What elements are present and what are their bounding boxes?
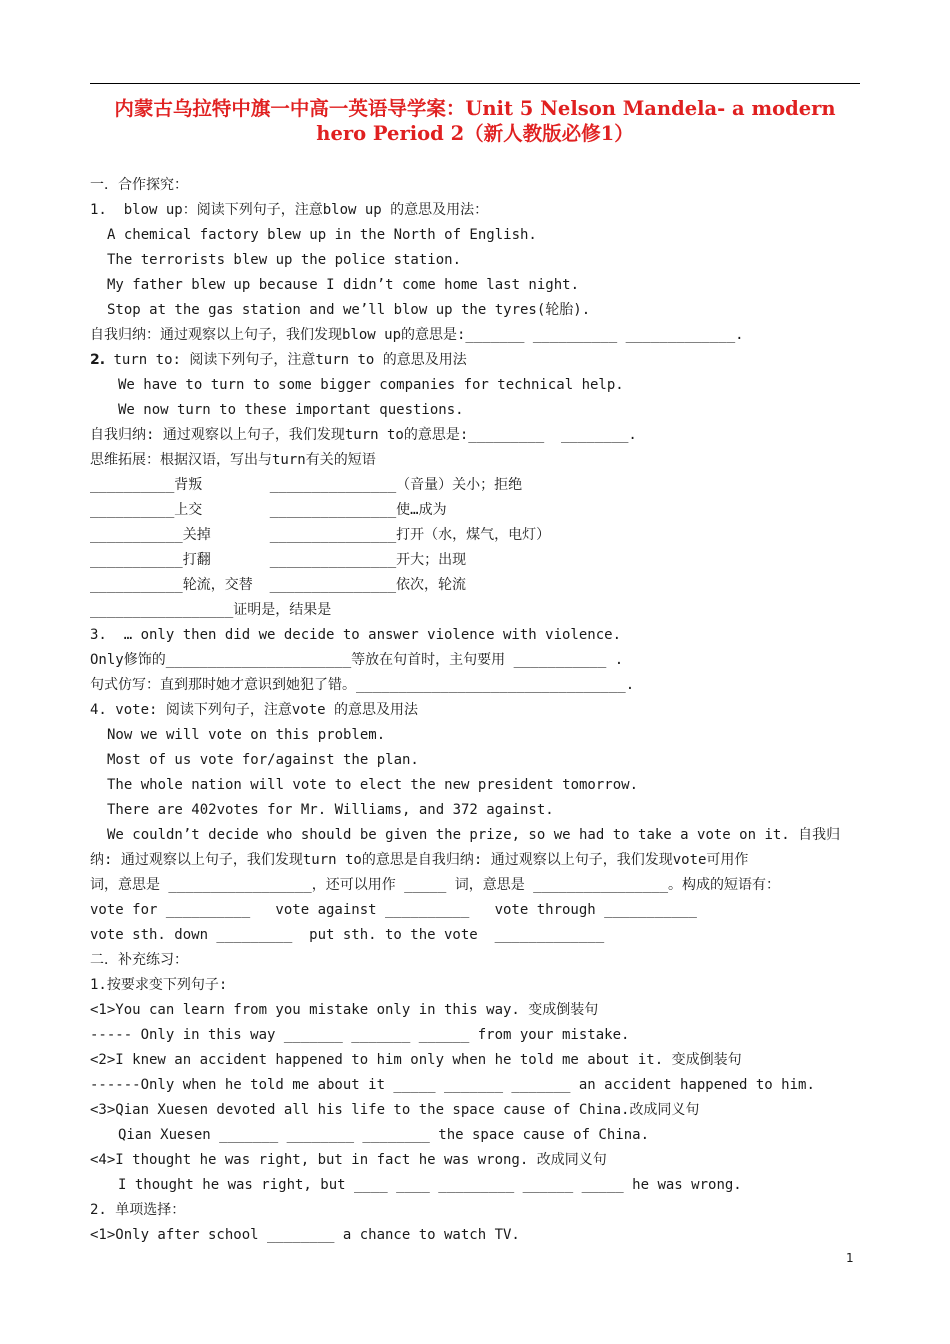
exercise-question: <2>I knew an accident happened to him only when he told me about it. 变成倒装句: [90, 1052, 742, 1068]
header-rule: [90, 83, 860, 84]
example-sentence: We couldn’t decide who should be given the prize, so we had to take a vote on it. 自我归: [107, 827, 841, 843]
phrase-row: _________________证明是，结果是: [90, 602, 332, 618]
extension-heading: 思维拓展：根据汉语，写出与turn有关的短语: [90, 452, 376, 468]
example-sentence: My father blew up because I didn’t come home last night.: [107, 277, 580, 293]
exercise-1-heading: 1.按要求变下列句子:: [90, 977, 228, 993]
example-sentence: A chemical factory blew up in the North of English.: [107, 227, 537, 243]
example-sentence: There are 402votes for Mr. Williams, and 372 against.: [107, 802, 554, 818]
item-3-heading: 3. … only then did we decide to answer violence with violence.: [90, 627, 622, 643]
exercise-2-heading: 2. 单项选择：: [90, 1202, 186, 1218]
imitation-line: 句式仿写：直到那时她才意识到她犯了错。________________________________.: [90, 677, 635, 693]
summary-line: 自我归纳：通过观察以上句子，我们发现blow up的意思是:_______ __________ _____________.: [90, 327, 744, 343]
page-number: 1: [846, 1251, 854, 1265]
phrase-row: ___________打翻 _______________开大；出现: [90, 552, 467, 568]
exercise-answer: ----- Only in this way _______ _______ ______ from your mistake.: [90, 1027, 630, 1043]
example-sentence: Now we will vote on this problem.: [107, 727, 386, 743]
exercise-question: <1>You can learn from you mistake only in this way. 变成倒装句: [90, 1002, 599, 1018]
example-sentence: The whole nation will vote to elect the new president tomorrow.: [107, 777, 639, 793]
phrase-row: __________背叛 _______________（音量）关小；拒绝: [90, 477, 523, 493]
phrase-row: ___________轮流，交替 _______________依次，轮流: [90, 577, 467, 593]
section-1-heading: 一．合作探究：: [90, 177, 188, 193]
title-line-1: 内蒙古乌拉特中旗一中高一英语导学案：Unit 5 Nelson Mandela- a modern: [114, 97, 836, 120]
exercise-answer: ------Only when he told me about it _____ _______ _______ an accident happened to him.: [90, 1077, 815, 1093]
exercise-answer: Qian Xuesen _______ ________ ________ the space cause of China.: [118, 1127, 650, 1143]
item-4-heading: 4. vote: 阅读下列句子，注意vote 的意思及用法: [90, 702, 419, 718]
phrase-row: vote sth. down _________ put sth. to the vote _____________: [90, 927, 605, 943]
example-sentence: Stop at the gas station and we’ll blow up the tyres(轮胎).: [107, 302, 591, 318]
summary-line: 自我归纳: 通过观察以上句子，我们发现turn to的意思是:_________ ________.: [90, 427, 637, 443]
summary-line: 词，意思是 _________________，还可以用作 _____ 词，意思是 ________________。构成的短语有：: [90, 877, 781, 893]
item-2-text: turn to: 阅读下列句子，注意turn to 的意思及用法: [105, 352, 467, 368]
item-2-heading: [90, 351, 467, 369]
example-sentence: We have to turn to some bigger companies for technical help.: [118, 377, 624, 393]
example-sentence: The terrorists blew up the police station.: [107, 252, 462, 268]
item-2-number: 2.: [90, 352, 106, 368]
example-sentence: We now turn to these important questions.: [118, 402, 464, 418]
example-sentence: Most of us vote for/against the plan.: [107, 752, 419, 768]
phrase-row: __________上交 _______________使…成为: [90, 502, 447, 518]
title-line-2: hero Period 2（新人教版必修1）: [316, 122, 634, 145]
summary-line: 纳: 通过观察以上句子，我们发现turn to的意思是自我归纳: 通过观察以上句子，我们发现vote可用作: [90, 852, 749, 868]
exercise-question: <4>I thought he was right, but in fact he was wrong. 改成同义句: [90, 1152, 607, 1168]
phrase-row: ___________关掉 _______________打开（水，煤气，电灯）: [90, 527, 551, 543]
page-title: [90, 96, 860, 146]
exercise-answer: I thought he was right, but ____ ____ _________ ______ _____ he was wrong.: [118, 1177, 742, 1193]
exercise-question: <3>Qian Xuesen devoted all his life to the space cause of China.改成同义句: [90, 1102, 700, 1118]
item-1-heading: 1. blow up：阅读下列句子，注意blow up 的意思及用法：: [90, 202, 489, 218]
exercise-question: <1>Only after school ________ a chance to watch TV.: [90, 1227, 520, 1243]
phrase-row: vote for __________ vote against __________ vote through ___________: [90, 902, 697, 918]
section-2-heading: 二．补充练习：: [90, 952, 188, 968]
only-rule-line: Only修饰的______________________等放在句首时，主句要用 ___________ .: [90, 652, 624, 668]
